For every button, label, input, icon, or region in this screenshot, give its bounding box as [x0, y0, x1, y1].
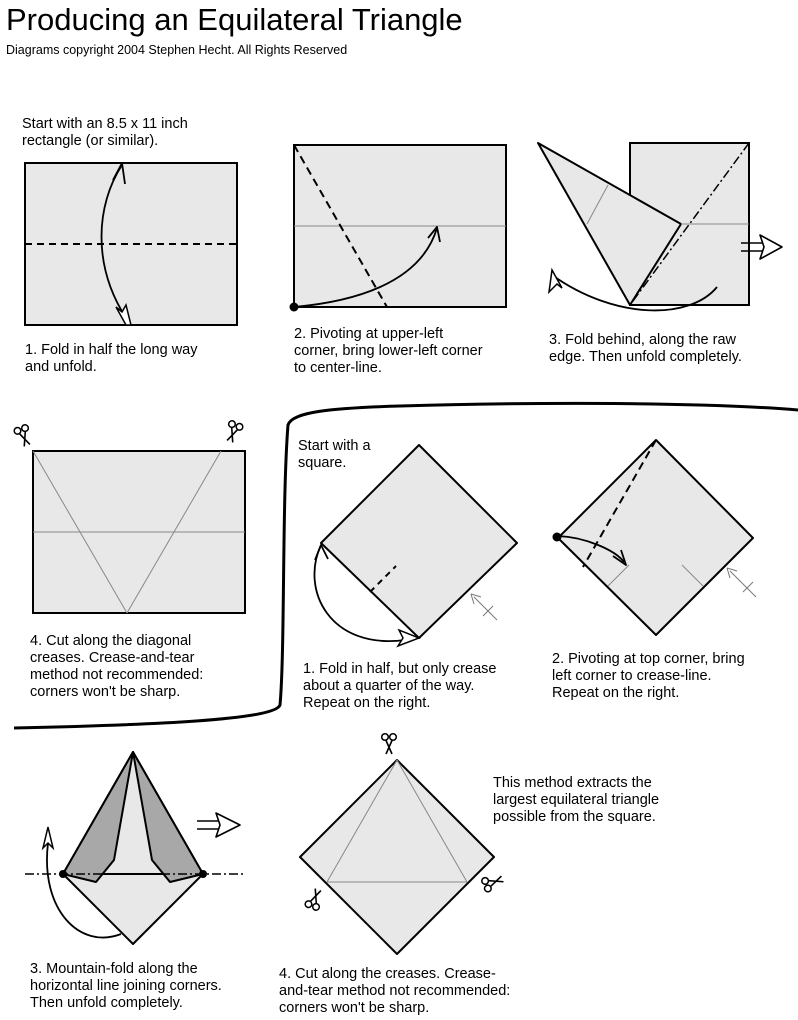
rect-step2-figure — [290, 145, 507, 312]
pivot-dot-icon — [59, 870, 67, 878]
pivot-dot-icon — [199, 870, 207, 878]
scissors-icon — [13, 424, 34, 448]
push-arrow-icon — [197, 813, 240, 837]
square-step3-caption: 3. Mountain-fold along the horizontal line joining corners. Then unfold completely. — [30, 961, 222, 1011]
method-note: This method extracts the largest equilateral triangle possible from the square. — [493, 775, 660, 825]
repeat-arrow-icon — [471, 594, 497, 620]
square-step2-figure — [553, 440, 757, 635]
square-step1-figure — [314, 445, 517, 646]
square-step4-caption: 4. Cut along the creases. Crease- and-tear method not recommended: corners won't be sharp. — [279, 966, 511, 1016]
pivot-dot-icon — [290, 303, 299, 312]
square-step1-caption: 1. Fold in half, but only crease about a quarter of the way. Repeat on the right. — [303, 661, 497, 711]
scissors-icon — [223, 420, 244, 444]
rect-step2-caption: 2. Pivoting at upper-left corner, bring lower-left corner to center-line. — [294, 326, 483, 376]
square-step3-figure — [25, 752, 245, 944]
rect-step4-figure — [13, 420, 245, 613]
scissors-icon — [304, 887, 325, 911]
square-intro: Start with a square. — [298, 438, 371, 471]
square-step4-figure — [300, 734, 505, 954]
rect-intro: Start with an 8.5 x 11 inch rectangle (or similar). — [22, 116, 188, 149]
rect-step4-caption: 4. Cut along the diagonal creases. Crease-and-tear method not recommended: corners won't be sharp. — [30, 633, 204, 700]
rect-step1-figure — [25, 163, 237, 325]
square-step2-caption: 2. Pivoting at top corner, bring left corner to crease-line. Repeat on the right. — [552, 651, 745, 701]
rect-step3-caption: 3. Fold behind, along the raw edge. Then unfold completely. — [549, 332, 742, 365]
page-title: Producing an Equilateral Triangle — [6, 2, 463, 37]
scissors-icon — [382, 734, 397, 754]
rect-step1-caption: 1. Fold in half the long way and unfold. — [25, 342, 198, 375]
scissors-icon — [481, 872, 505, 893]
copyright-notice: Diagrams copyright 2004 Stephen Hecht. All Rights Reserved — [6, 43, 348, 57]
pivot-dot-icon — [553, 533, 562, 542]
repeat-arrow-icon — [727, 568, 756, 597]
rect-step3-figure — [538, 143, 782, 310]
